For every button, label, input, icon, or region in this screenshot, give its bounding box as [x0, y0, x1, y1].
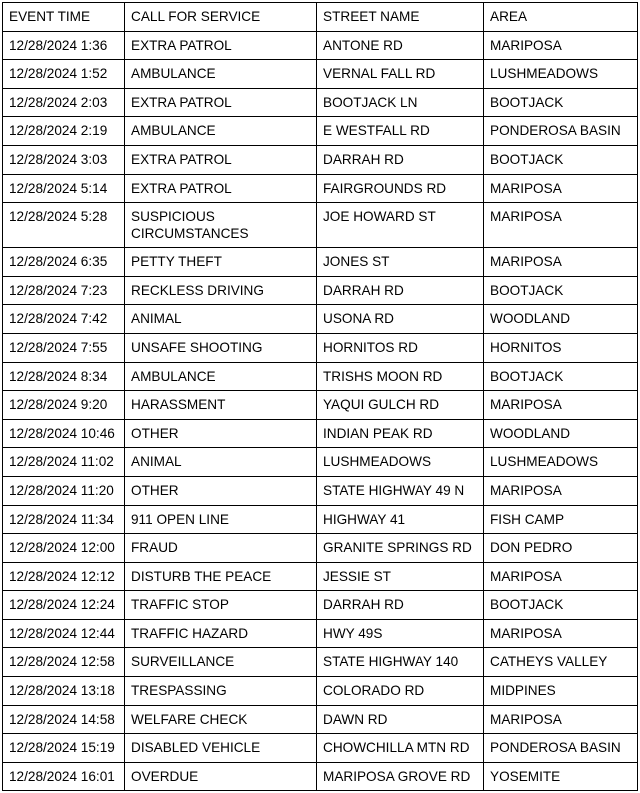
area-cell: MARIPOSA — [484, 476, 638, 505]
table-row — [3, 31, 638, 60]
street-name-cell: INDIAN PEAK RD — [317, 419, 484, 448]
event-time-cell: 12/28/2024 3:03 — [3, 145, 125, 174]
table-row — [3, 174, 638, 203]
area-cell: BOOTJACK — [484, 276, 638, 305]
event-time-cell: 12/28/2024 12:12 — [3, 562, 125, 591]
call-for-service-cell: WELFARE CHECK — [125, 705, 317, 734]
area-cell: FISH CAMP — [484, 505, 638, 534]
area-cell: YOSEMITE — [484, 762, 638, 791]
area-cell: HORNITOS — [484, 333, 638, 362]
street-name-cell: COLORADO RD — [317, 677, 484, 706]
table-row — [3, 419, 638, 448]
call-for-service-cell: ANIMAL — [125, 448, 317, 477]
event-time-cell: 12/28/2024 6:35 — [3, 248, 125, 277]
area-cell: MARIPOSA — [484, 391, 638, 420]
event-time-cell: 12/28/2024 5:14 — [3, 174, 125, 203]
call-for-service-cell: EXTRA PATROL — [125, 31, 317, 60]
table-row — [3, 333, 638, 362]
call-for-service-cell: DISABLED VEHICLE — [125, 734, 317, 763]
area-cell: BOOTJACK — [484, 591, 638, 620]
area-cell: BOOTJACK — [484, 88, 638, 117]
table-row — [3, 734, 638, 763]
event-time-cell: 12/28/2024 12:00 — [3, 534, 125, 563]
table-row — [3, 762, 638, 791]
area-cell: MARIPOSA — [484, 705, 638, 734]
table-row — [3, 677, 638, 706]
call-for-service-cell: TRESPASSING — [125, 677, 317, 706]
street-name-cell: YAQUI GULCH RD — [317, 391, 484, 420]
call-for-service-cell: OVERDUE — [125, 762, 317, 791]
table-row — [3, 705, 638, 734]
area-cell: LUSHMEADOWS — [484, 448, 638, 477]
event-time-cell: 12/28/2024 15:19 — [3, 734, 125, 763]
event-time-cell: 12/28/2024 7:55 — [3, 333, 125, 362]
call-for-service-cell: EXTRA PATROL — [125, 88, 317, 117]
call-for-service-cell: RECKLESS DRIVING — [125, 276, 317, 305]
street-name-cell: HORNITOS RD — [317, 333, 484, 362]
table-row — [3, 362, 638, 391]
call-for-service-cell: FRAUD — [125, 534, 317, 563]
event-time-cell: 12/28/2024 16:01 — [3, 762, 125, 791]
table-row — [3, 505, 638, 534]
street-name-cell: GRANITE SPRINGS RD — [317, 534, 484, 563]
table-row — [3, 619, 638, 648]
table-row — [3, 88, 638, 117]
event-time-cell: 12/28/2024 7:42 — [3, 305, 125, 334]
area-cell: PONDEROSA BASIN — [484, 734, 638, 763]
street-name-cell: STATE HIGHWAY 49 N — [317, 476, 484, 505]
call-for-service-cell: EXTRA PATROL — [125, 174, 317, 203]
street-name-cell: FAIRGROUNDS RD — [317, 174, 484, 203]
header-row — [3, 3, 638, 32]
table-row — [3, 203, 638, 248]
street-name-cell: HIGHWAY 41 — [317, 505, 484, 534]
area-cell: WOODLAND — [484, 419, 638, 448]
call-for-service-cell: ANIMAL — [125, 305, 317, 334]
table-row — [3, 305, 638, 334]
street-name-cell: ANTONE RD — [317, 31, 484, 60]
event-time-cell: 12/28/2024 2:19 — [3, 117, 125, 146]
table-row — [3, 60, 638, 89]
table-row — [3, 448, 638, 477]
call-log-table — [2, 2, 638, 791]
event-time-cell: 12/28/2024 9:20 — [3, 391, 125, 420]
call-for-service-cell: TRAFFIC HAZARD — [125, 619, 317, 648]
event-time-cell: 12/28/2024 11:34 — [3, 505, 125, 534]
event-time-cell: 12/28/2024 11:02 — [3, 448, 125, 477]
area-cell: MARIPOSA — [484, 174, 638, 203]
call-for-service-cell: AMBULANCE — [125, 362, 317, 391]
call-for-service-cell: 911 OPEN LINE — [125, 505, 317, 534]
street-name-cell: JONES ST — [317, 248, 484, 277]
table-row — [3, 648, 638, 677]
event-time-cell: 12/28/2024 11:20 — [3, 476, 125, 505]
call-for-service-cell: SURVEILLANCE — [125, 648, 317, 677]
area-cell: MARIPOSA — [484, 203, 638, 248]
event-time-cell: 12/28/2024 14:58 — [3, 705, 125, 734]
call-for-service-cell: TRAFFIC STOP — [125, 591, 317, 620]
street-name-cell: USONA RD — [317, 305, 484, 334]
area-cell: DON PEDRO — [484, 534, 638, 563]
table-row — [3, 145, 638, 174]
street-name-cell: JOE HOWARD ST — [317, 203, 484, 248]
event-time-cell: 12/28/2024 12:44 — [3, 619, 125, 648]
street-name-cell: HWY 49S — [317, 619, 484, 648]
street-name-cell: JESSIE ST — [317, 562, 484, 591]
event-time-cell: 12/28/2024 12:58 — [3, 648, 125, 677]
area-cell: MIDPINES — [484, 677, 638, 706]
call-for-service-cell: AMBULANCE — [125, 117, 317, 146]
event-time-cell: 12/28/2024 7:23 — [3, 276, 125, 305]
street-name-cell: LUSHMEADOWS — [317, 448, 484, 477]
table-row — [3, 562, 638, 591]
area-cell: BOOTJACK — [484, 362, 638, 391]
street-name-cell: TRISHS MOON RD — [317, 362, 484, 391]
event-time-cell: 12/28/2024 8:34 — [3, 362, 125, 391]
event-time-cell: 12/28/2024 5:28 — [3, 203, 125, 248]
header-event-time: EVENT TIME — [3, 3, 125, 32]
street-name-cell: MARIPOSA GROVE RD — [317, 762, 484, 791]
event-time-cell: 12/28/2024 13:18 — [3, 677, 125, 706]
header-call-for-service: CALL FOR SERVICE — [125, 3, 317, 32]
call-for-service-cell: HARASSMENT — [125, 391, 317, 420]
header-area: AREA — [484, 3, 638, 32]
area-cell: BOOTJACK — [484, 145, 638, 174]
area-cell: MARIPOSA — [484, 619, 638, 648]
street-name-cell: E WESTFALL RD — [317, 117, 484, 146]
table-row — [3, 591, 638, 620]
street-name-cell: DAWN RD — [317, 705, 484, 734]
area-cell: CATHEYS VALLEY — [484, 648, 638, 677]
street-name-cell: CHOWCHILLA MTN RD — [317, 734, 484, 763]
event-time-cell: 12/28/2024 12:24 — [3, 591, 125, 620]
call-for-service-cell: UNSAFE SHOOTING — [125, 333, 317, 362]
street-name-cell: DARRAH RD — [317, 591, 484, 620]
call-for-service-cell: PETTY THEFT — [125, 248, 317, 277]
street-name-cell: VERNAL FALL RD — [317, 60, 484, 89]
area-cell: MARIPOSA — [484, 248, 638, 277]
table-row — [3, 276, 638, 305]
table-row — [3, 534, 638, 563]
street-name-cell: BOOTJACK LN — [317, 88, 484, 117]
area-cell: MARIPOSA — [484, 31, 638, 60]
street-name-cell: DARRAH RD — [317, 276, 484, 305]
table-row — [3, 117, 638, 146]
event-time-cell: 12/28/2024 1:52 — [3, 60, 125, 89]
event-time-cell: 12/28/2024 1:36 — [3, 31, 125, 60]
area-cell: LUSHMEADOWS — [484, 60, 638, 89]
event-time-cell: 12/28/2024 10:46 — [3, 419, 125, 448]
call-for-service-cell: AMBULANCE — [125, 60, 317, 89]
table-row — [3, 248, 638, 277]
street-name-cell: STATE HIGHWAY 140 — [317, 648, 484, 677]
header-street-name: STREET NAME — [317, 3, 484, 32]
call-for-service-cell: DISTURB THE PEACE — [125, 562, 317, 591]
table-row — [3, 476, 638, 505]
call-for-service-cell: OTHER — [125, 419, 317, 448]
event-time-cell: 12/28/2024 2:03 — [3, 88, 125, 117]
call-for-service-cell: SUSPICIOUS CIRCUMSTANCES — [125, 203, 317, 248]
street-name-cell: DARRAH RD — [317, 145, 484, 174]
table-row — [3, 391, 638, 420]
call-for-service-cell: EXTRA PATROL — [125, 145, 317, 174]
call-for-service-cell: OTHER — [125, 476, 317, 505]
area-cell: PONDEROSA BASIN — [484, 117, 638, 146]
area-cell: WOODLAND — [484, 305, 638, 334]
area-cell: MARIPOSA — [484, 562, 638, 591]
